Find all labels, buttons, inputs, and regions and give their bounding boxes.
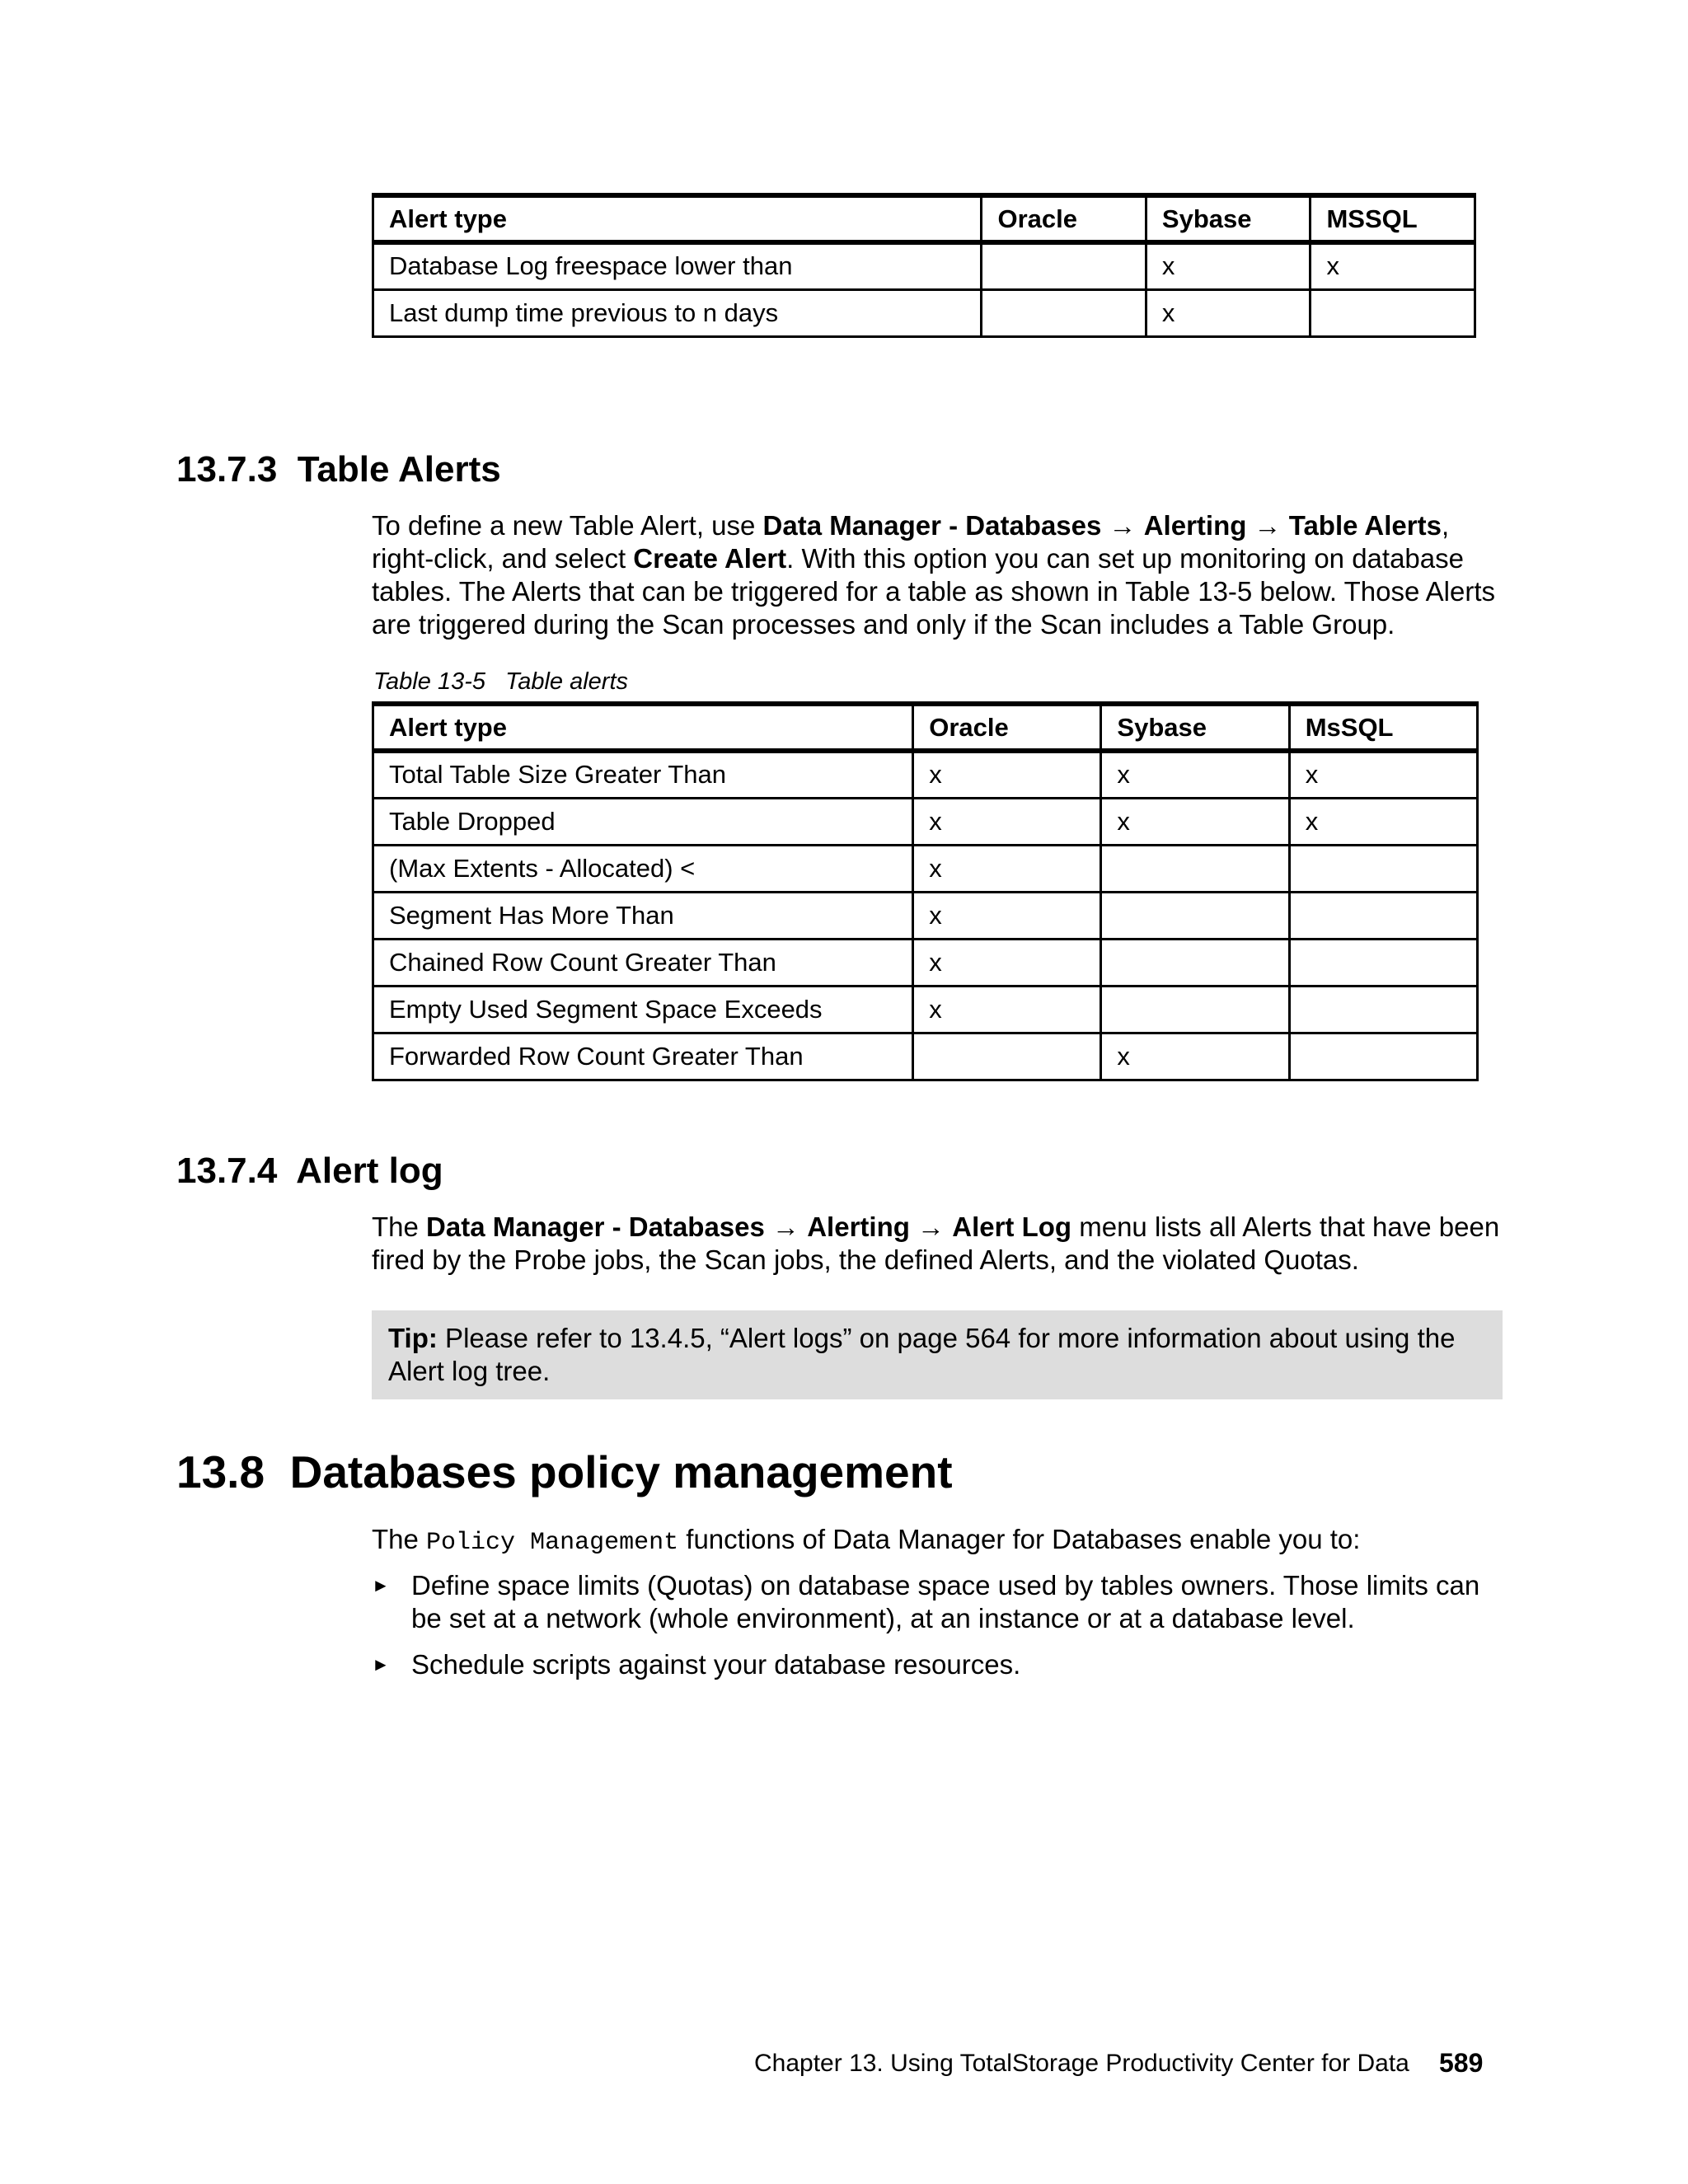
table-header-row (373, 704, 1478, 751)
menu-path-data-manager-databases: Data Manager - Databases (762, 510, 1102, 541)
header-sybase: Sybase (1101, 704, 1289, 751)
cell (1289, 845, 1477, 892)
table-header-row (373, 195, 1475, 242)
code-policy-management: Policy Management (426, 1529, 679, 1557)
cell (1101, 939, 1289, 986)
paragraph-alert-log (372, 1211, 1509, 1277)
header-sybase: Sybase (1146, 195, 1311, 242)
cell: Table Dropped (373, 798, 913, 845)
cell: Forwarded Row Count Greater Than (373, 1033, 913, 1080)
arrow: → (764, 1212, 808, 1242)
footer-chapter-title: Chapter 13. Using TotalStorage Productivity Center for Data (754, 2050, 1409, 2077)
section-heading-13-7-4: 13.7.4 Alert log (176, 1151, 443, 1191)
cell: Chained Row Count Greater Than (373, 939, 913, 986)
header-alert-type: Alert type (373, 195, 982, 242)
bullet-icon: ► (372, 1575, 390, 1596)
cell: (Max Extents - Allocated) < (373, 845, 913, 892)
cell: x (1101, 1033, 1289, 1080)
cell (1289, 892, 1477, 939)
paragraph-policy-intro (372, 1523, 1509, 1559)
text: To define a new Table Alert, use (372, 510, 763, 541)
paragraph-table-alerts (372, 509, 1509, 641)
text: . With this option you can set up monitoring on database tables. The Alerts that can be triggered for a table as shown in Table 13-5 below. Those Alerts are triggered during the Scan processes and only if the Scan includes a Table Group. (372, 543, 1496, 640)
cell (1289, 939, 1477, 986)
table-row (373, 1033, 1478, 1080)
cell: Segment Has More Than (373, 892, 913, 939)
header-alert-type: Alert type (373, 704, 913, 751)
text: The (372, 1212, 427, 1242)
cell (913, 1033, 1101, 1080)
list-item (372, 1569, 1493, 1635)
policy-bullet-list (372, 1569, 1493, 1694)
header-oracle: Oracle (913, 704, 1101, 751)
cell: x (1146, 289, 1311, 336)
cell: x (1146, 242, 1311, 289)
section-heading-13-8: 13.8 Databases policy management (176, 1446, 953, 1497)
table-row (373, 892, 1478, 939)
table-row (373, 986, 1478, 1033)
menu-path-alert-log: Alert Log (952, 1212, 1072, 1242)
tip-text: Please refer to 13.4.5, “Alert logs” on page 564 for more information about using the Alert log tree. (388, 1323, 1456, 1386)
cell (1101, 986, 1289, 1033)
table-row (373, 242, 1475, 289)
text: The (372, 1524, 427, 1554)
cell: Database Log freespace lower than (373, 242, 982, 289)
text: functions of Data Manager for Databases enable you to: (678, 1524, 1361, 1554)
cell: x (1101, 751, 1289, 798)
arrow: → (1246, 510, 1289, 541)
tip-label: Tip: (388, 1323, 438, 1353)
header-mssql: MsSQL (1289, 704, 1477, 751)
table-row (373, 751, 1478, 798)
list-item (372, 1648, 1493, 1681)
table-caption: Table 13-5 Table alerts (373, 668, 629, 695)
menu-path-data-manager-databases: Data Manager - Databases (426, 1212, 765, 1242)
table-row (373, 939, 1478, 986)
cell: Total Table Size Greater Than (373, 751, 913, 798)
cell (1289, 1033, 1477, 1080)
table-row (373, 798, 1478, 845)
header-oracle: Oracle (982, 195, 1146, 242)
cell (1101, 845, 1289, 892)
bullet-icon: ► (372, 1654, 390, 1675)
cell: x (1289, 798, 1477, 845)
cell: x (913, 751, 1101, 798)
cell: x (913, 892, 1101, 939)
cell: x (1289, 751, 1477, 798)
list-item-text: Schedule scripts against your database resources. (411, 1649, 1021, 1680)
cell: x (913, 939, 1101, 986)
arrow: → (1101, 510, 1144, 541)
text: , right-click, and select (372, 510, 1450, 574)
list-item-text: Define space limits (Quotas) on database space used by tables owners. Those limits can be set at a network (whole environment), at an instance or at a database level. (411, 1570, 1480, 1633)
table-row (373, 289, 1475, 336)
cell: x (1311, 242, 1475, 289)
table-alerts-table (372, 701, 1479, 1081)
menu-item-create-alert: Create Alert (633, 543, 787, 574)
arrow: → (909, 1212, 953, 1242)
cell (1101, 892, 1289, 939)
page-number: 589 (1439, 2048, 1484, 2078)
cell (982, 289, 1146, 336)
cell: x (1101, 798, 1289, 845)
cell: Empty Used Segment Space Exceeds (373, 986, 913, 1033)
cell: x (913, 845, 1101, 892)
cell: Last dump time previous to n days (373, 289, 982, 336)
tip-box (372, 1310, 1503, 1399)
section-heading-13-7-3: 13.7.3 Table Alerts (176, 449, 501, 490)
menu-path-table-alerts: Table Alerts (1288, 510, 1442, 541)
cell (1311, 289, 1475, 336)
menu-path-alerting: Alerting (807, 1212, 910, 1242)
text: menu lists all Alerts that have been fired by the Probe jobs, the Scan jobs, the defined Alerts, and the violated Quotas. (372, 1212, 1500, 1275)
cell: x (913, 798, 1101, 845)
cell (1289, 986, 1477, 1033)
cell: x (913, 986, 1101, 1033)
menu-path-alerting: Alerting (1143, 510, 1247, 541)
cell (982, 242, 1146, 289)
table-row (373, 845, 1478, 892)
header-mssql: MSSQL (1311, 195, 1475, 242)
top-alert-table (372, 193, 1476, 338)
